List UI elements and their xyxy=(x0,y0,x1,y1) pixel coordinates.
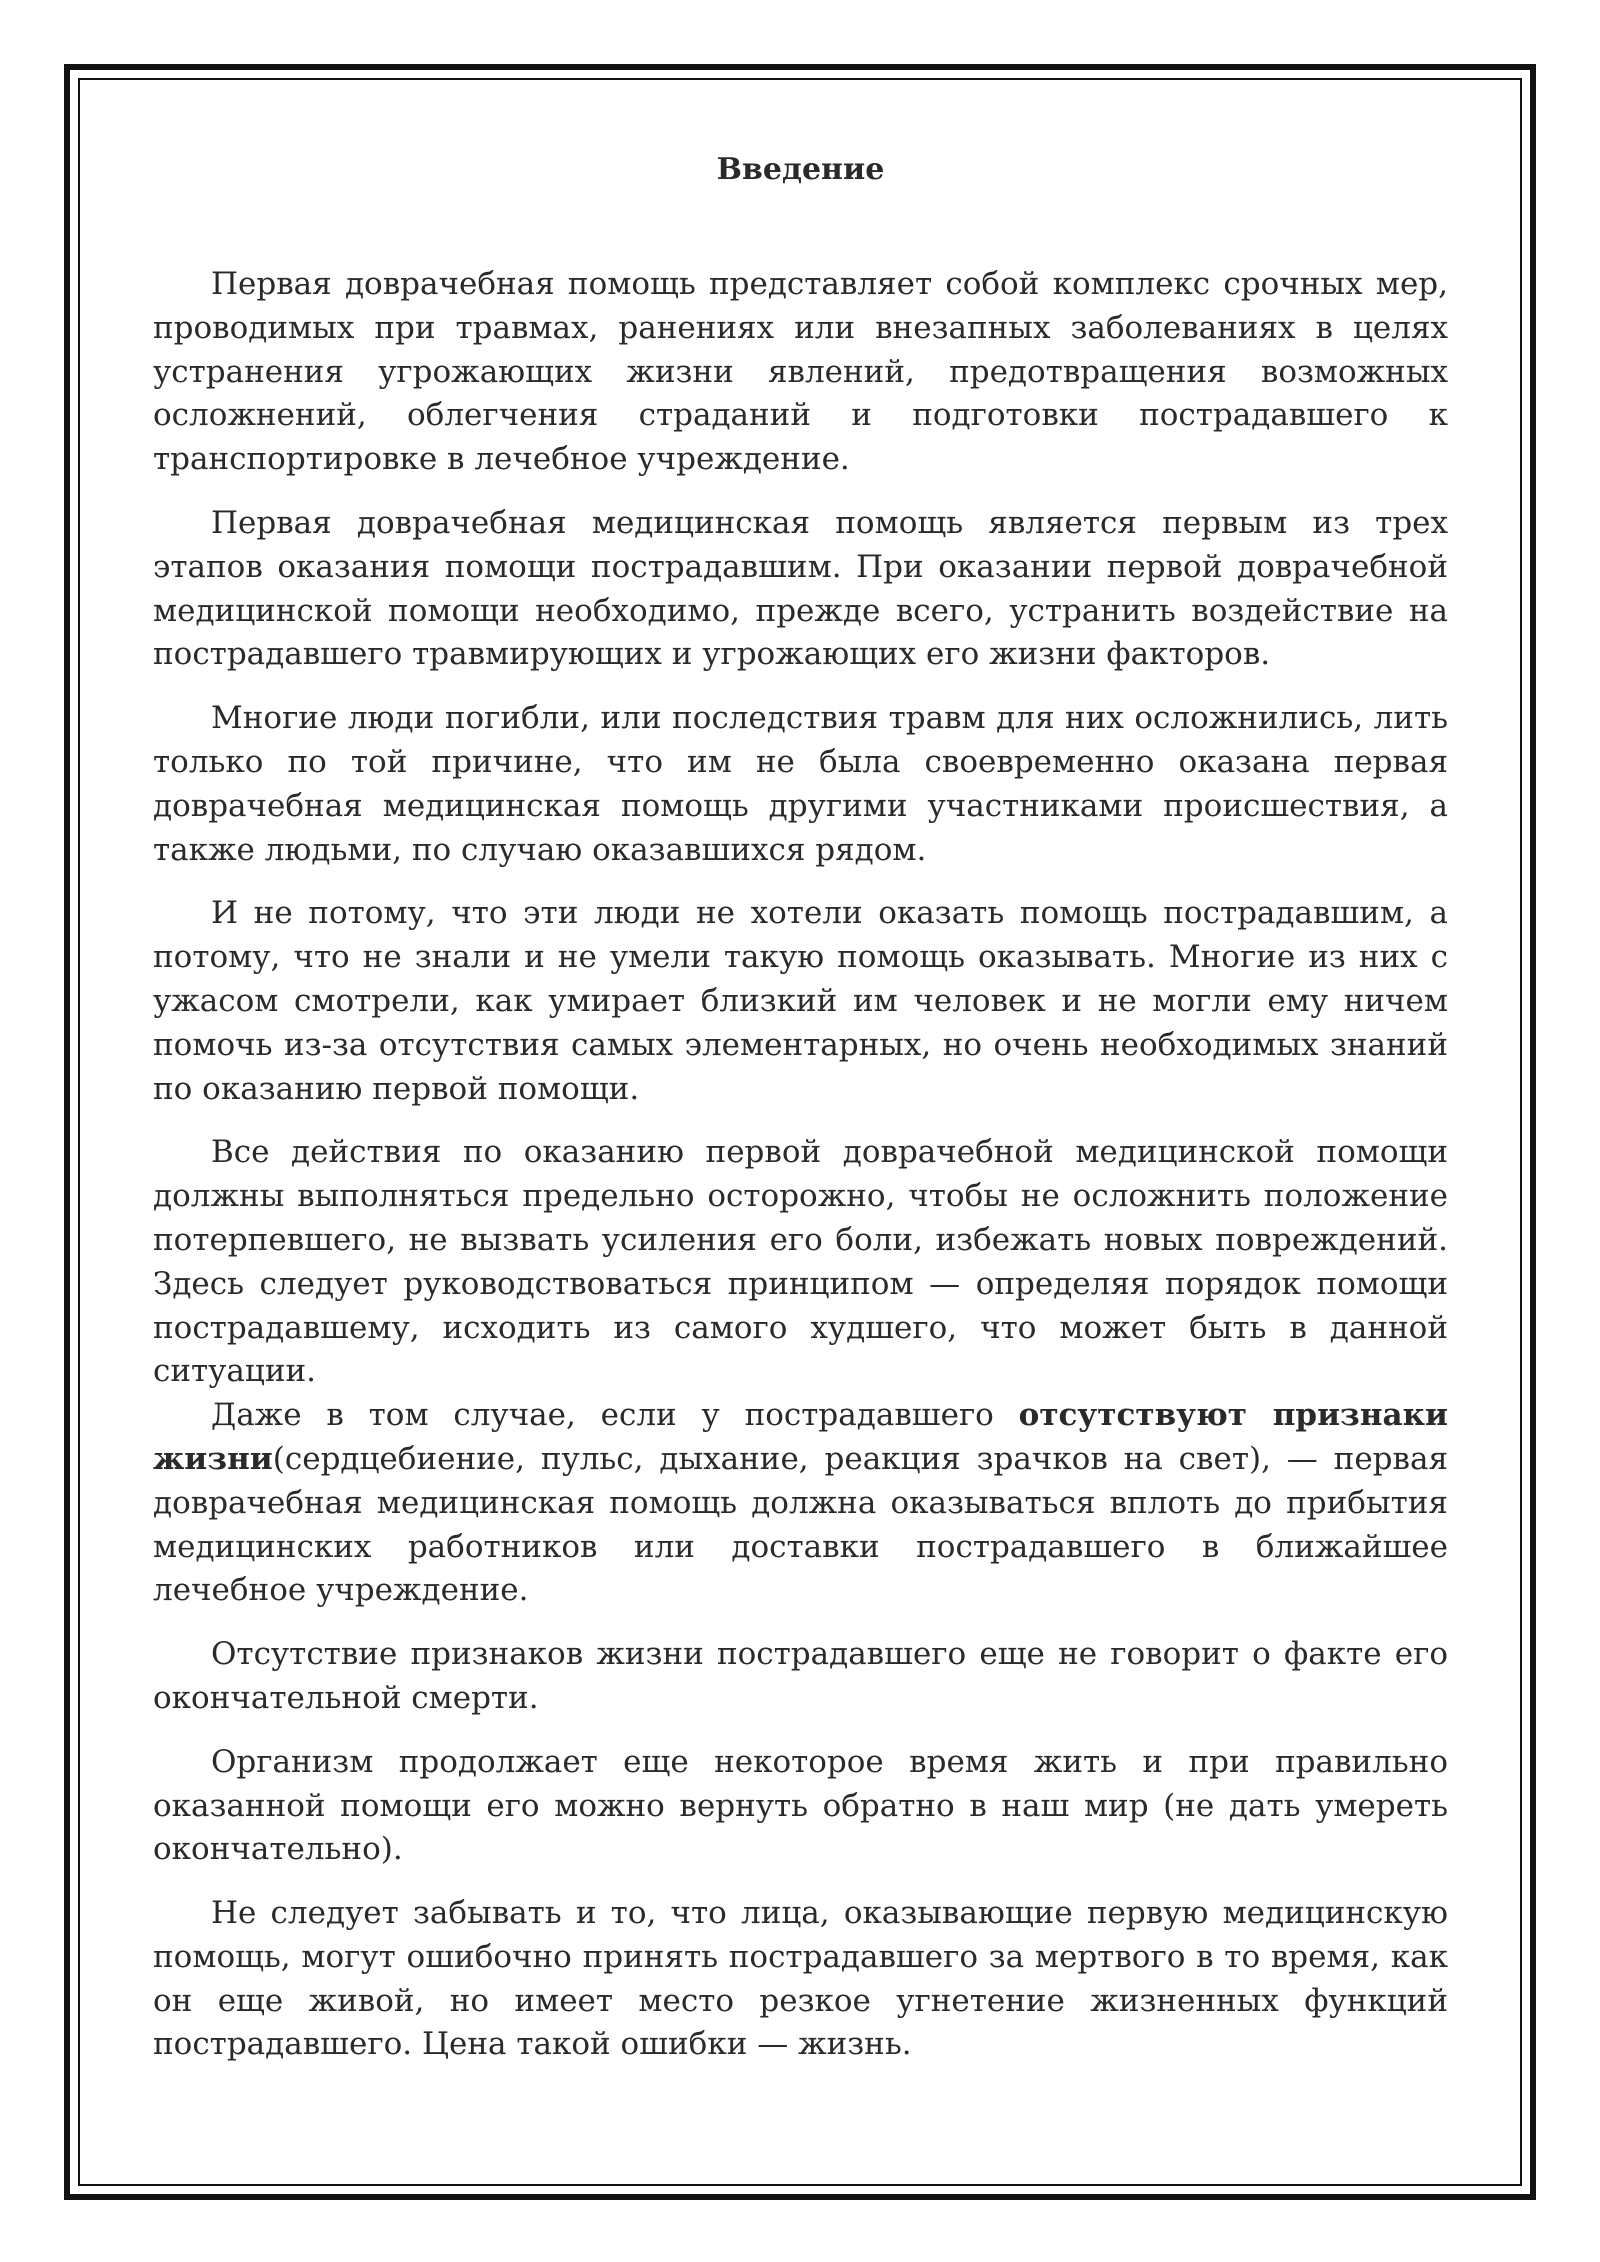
paragraph-8: Организм продолжает еще некоторое время жить и при правильно оказанной помощи его можно вернуть обратно в наш мир (не дать умереть окончательно). xyxy=(153,1743,1448,1868)
paragraph-9: Не следует забывать и то, что лица, оказывающие первую медицинскую помощь, могут ошибочно принять пострадавшего за мертвого в то время, как он еще живой, но имеет место резкое угнетение жизненных функций пострадавшего. Цена такой ошибки — жизнь. xyxy=(153,1895,1448,2063)
paragraph-6-text-after: (сердцебиение, пульс, дыхание, реакция зрачков на свет), — первая доврачебная медицинская помощь должна оказываться вплоть до прибытия медицинских работников или доставки пострадавшего в ближайшее лечебное учреждение. xyxy=(153,1440,1448,1609)
paragraph-2: Первая доврачебная медицинская помощь является первым из трех этапов оказания помощи пострадавшим. При оказании первой доврачебной медицинской помощи необходимо, прежде всего, устранить воздействие на пострадавшего травмирующих и угрожающих его жизни факторов. xyxy=(153,504,1448,673)
paragraph-6-emphasis: отсутствуют признаки жизни xyxy=(153,1397,1449,1477)
paragraph-4: И не потому, что эти люди не хотели оказать помощь пострадавшим, а потому, что не знали и не умели такую помощь оказывать. Многие из них с ужасом смотрели, как умирает близкий им человек и не могли ему ничем помочь из-за отсутствия самых элементарных, но очень необходимых знаний по оказанию первой помощи. xyxy=(153,895,1448,1107)
paragraph-6-text-before: Даже в том случае, если у пострадавшего xyxy=(211,1397,1019,1434)
paragraph-6 xyxy=(153,1394,1448,1613)
paragraph-7: Отсутствие признаков жизни пострадавшего еще не говорит о факте его окончательной смерти. xyxy=(153,1636,1448,1716)
document-title: Введение xyxy=(716,152,885,187)
paragraph-5: Все действия по оказанию первой доврачебной медицинской помощи должны выполняться предельно осторожно, чтобы не осложнить положение потерпевшего, не вызвать усиления его боли, избежать новых повреждений. Здесь следует руководствоваться принципом — определяя порядок помощи пострадавшему, исходить из самого худшего, что может быть в данной ситуации. xyxy=(153,1134,1448,1390)
document-body xyxy=(153,150,1448,2087)
paragraph-1: Первая доврачебная помощь представляет собой комплекс срочных мер, проводимых при травмах, ранениях или внезапных заболеваниях в целях устранения угрожающих жизни явлений, предотвращения возможных осложнений, облегчения страданий и подготовки пострадавшего к транспортировке в лечебное учреждение. xyxy=(153,266,1448,478)
paragraph-3: Многие люди погибли, или последствия травм для них осложнились, лить только по той причине, что им не была своевременно оказана первая доврачебная медицинская помощь другими участниками происшествия, а также людьми, по случаю оказавшихся рядом. xyxy=(153,700,1448,868)
